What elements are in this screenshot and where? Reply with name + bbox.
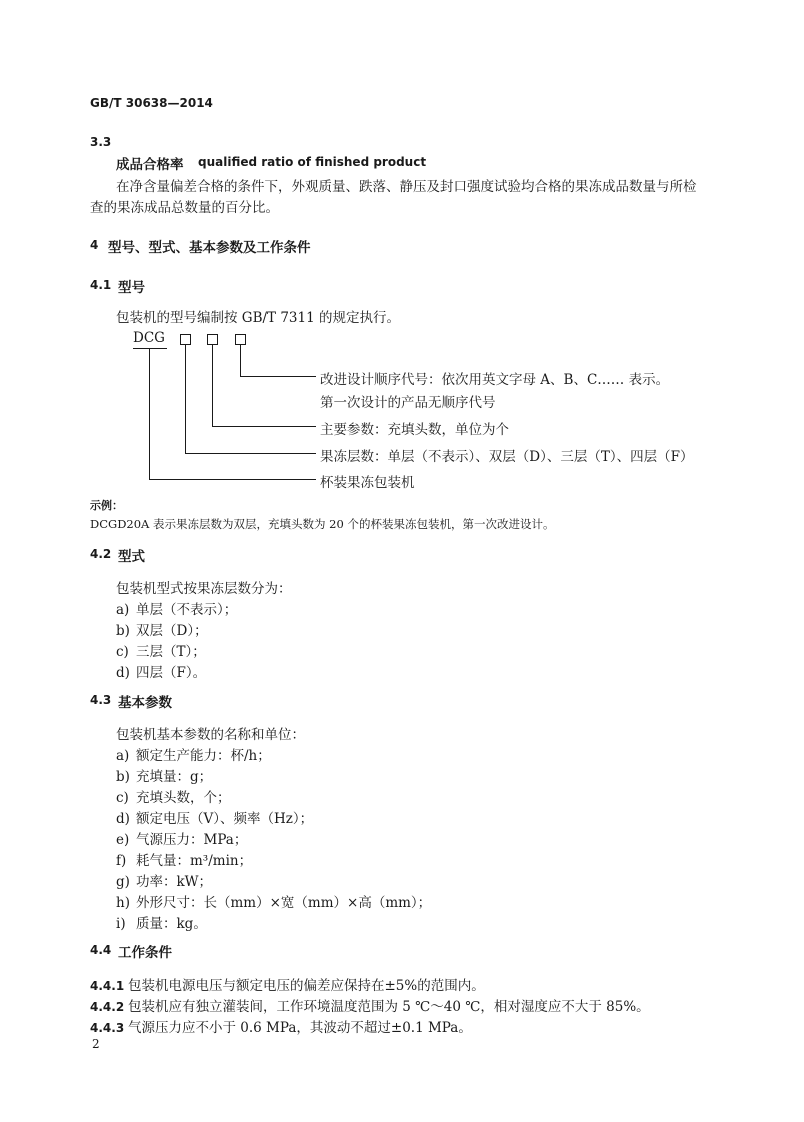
section-4-2-intro: 包装机型式按果冻层数分为： bbox=[116, 581, 292, 597]
list-item: a) 单层（不表示）； bbox=[116, 602, 238, 618]
standard-code: GB/T 30638—2014 bbox=[90, 96, 213, 110]
list-item: h) 外形尺寸：长（mm）×宽（mm）×高（mm）； bbox=[116, 895, 432, 911]
list-item: i) 质量：kg。 bbox=[116, 916, 207, 932]
placeholder-box-3 bbox=[235, 334, 246, 345]
prefix-underline bbox=[133, 348, 167, 349]
connector-horizontal-4 bbox=[149, 479, 316, 480]
list-item: g) 功率：kW； bbox=[116, 874, 213, 890]
page-number: 2 bbox=[92, 1037, 100, 1051]
list-item: d) 额定电压（V）、频率（Hz）； bbox=[116, 811, 314, 827]
definition-line-2: 查的果冻成品总数量的百分比。 bbox=[90, 200, 279, 216]
section-4-number: 4 bbox=[90, 238, 99, 252]
list-item: b) 双层（D）； bbox=[116, 623, 208, 639]
example-title: 示例： bbox=[90, 499, 123, 512]
clause-4-4-3: 4.4.3 气源压力应不小于 0.6 MPa，其波动不超过±0.1 MPa。 bbox=[90, 1020, 472, 1036]
section-4-3-intro: 包装机基本参数的名称和单位： bbox=[116, 727, 305, 743]
section-3-3-number: 3.3 bbox=[90, 135, 112, 149]
section-4-1-intro: 包装机的型号编制按 GB/T 7311 的规定执行。 bbox=[116, 310, 400, 326]
clause-4-4-2: 4.4.2 包装机应有独立灌装间，工作环境温度范围为 5 ℃～40 ℃，相对湿度应不大于 85%。 bbox=[90, 999, 650, 1015]
connector-horizontal-2 bbox=[212, 426, 316, 427]
connector-vertical-box3 bbox=[240, 345, 241, 377]
connector-horizontal-1 bbox=[240, 376, 316, 377]
list-item: f) 耗气量：m³/min； bbox=[116, 853, 253, 869]
list-item: c) 充填头数，个； bbox=[116, 790, 231, 806]
definition-line-1: 在净含量偏差合格的条件下，外观质量、跌落、静压及封口强度试验均合格的果冻成品数量与所检 bbox=[116, 179, 697, 195]
list-item: d) 四层（F）。 bbox=[116, 665, 207, 681]
example-text: DCGD20A 表示果冻层数为双层，充填头数为 20 个的杯装果冻包装机，第一次改进设计。 bbox=[90, 517, 555, 531]
connector-vertical-prefix bbox=[149, 349, 150, 480]
connector-vertical-box2 bbox=[212, 345, 213, 427]
section-4-2-number: 4.2 bbox=[90, 547, 112, 561]
list-item: e) 气源压力：MPa； bbox=[116, 832, 248, 848]
diagram-label-machine: 杯装果冻包装机 bbox=[320, 475, 415, 491]
diagram-prefix: DCG bbox=[133, 330, 165, 346]
term-en: qualified ratio of finished product bbox=[198, 155, 427, 169]
clause-4-4-1: 4.4.1 包装机电源电压与额定电压的偏差应保持在±5%的范围内。 bbox=[90, 978, 485, 994]
section-4-2-title: 型式 bbox=[118, 549, 145, 565]
diagram-label-main-param: 主要参数：充填头数，单位为个 bbox=[320, 422, 509, 438]
connector-horizontal-3 bbox=[185, 453, 316, 454]
section-4-title: 型号、型式、基本参数及工作条件 bbox=[108, 240, 311, 256]
section-4-4-number: 4.4 bbox=[90, 943, 112, 957]
term-cn: 成品合格率 bbox=[116, 157, 184, 173]
connector-vertical-box1 bbox=[185, 345, 186, 454]
section-4-1-number: 4.1 bbox=[90, 278, 112, 292]
list-item: b) 充填量：g； bbox=[116, 769, 213, 785]
diagram-label-improvement-note: 第一次设计的产品无顺序代号 bbox=[320, 395, 496, 411]
section-4-3-number: 4.3 bbox=[90, 693, 112, 707]
diagram-label-improvement: 改进设计顺序代号：依次用英文字母 A、B、C…… 表示。 bbox=[320, 372, 670, 388]
list-item: c) 三层（T）； bbox=[116, 644, 206, 660]
section-4-3-title: 基本参数 bbox=[118, 695, 172, 711]
placeholder-box-1 bbox=[180, 334, 191, 345]
list-item: a) 额定生产能力：杯/h； bbox=[116, 748, 271, 764]
section-4-4-title: 工作条件 bbox=[118, 945, 172, 961]
diagram-label-layers: 果冻层数：单层（不表示）、双层（D）、三层（T）、四层（F） bbox=[320, 449, 694, 465]
section-4-1-title: 型号 bbox=[118, 280, 145, 296]
placeholder-box-2 bbox=[207, 334, 218, 345]
